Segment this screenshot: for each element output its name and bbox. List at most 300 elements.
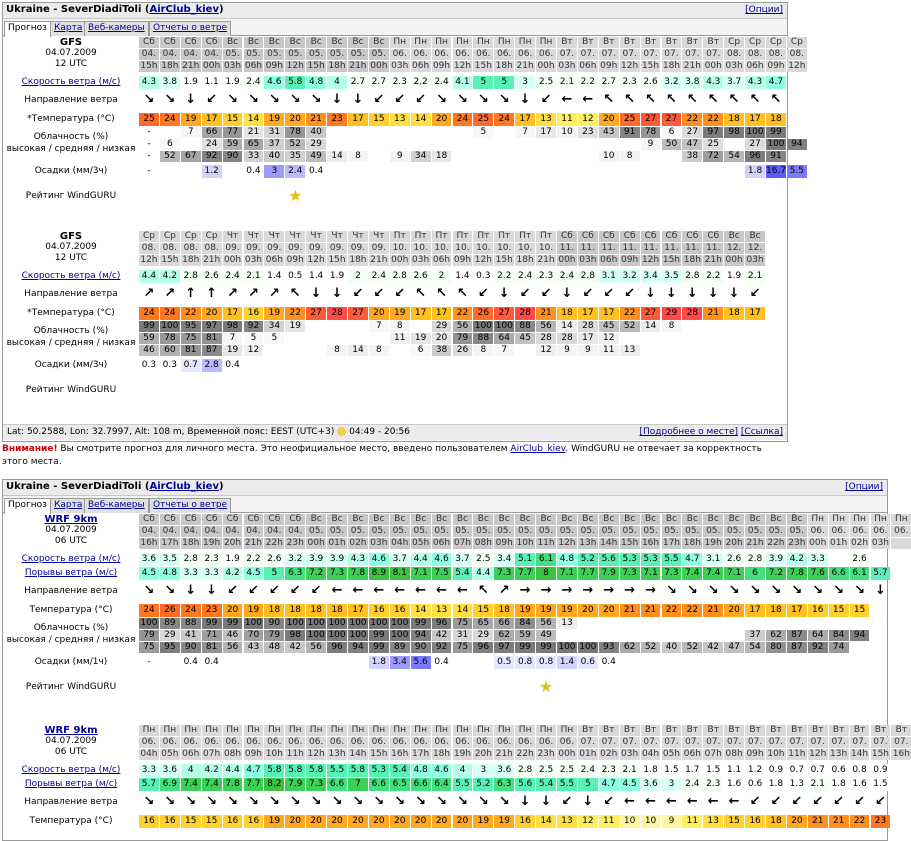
wind-arrow-icon: ← [331, 583, 343, 598]
wind-gust-cell: 6.6 [327, 778, 347, 791]
wind-speed-cell: 3.1 [599, 270, 619, 283]
cloud-low-cell [494, 151, 514, 162]
wind-direction-cell [181, 284, 201, 306]
options-link[interactable]: [Опции] [845, 482, 883, 492]
wind-arrow-icon: ↘ [791, 583, 803, 598]
day-cell: Чт [306, 231, 326, 242]
day-cell: Пн [181, 725, 201, 736]
precipitation-cell [223, 656, 243, 669]
tab-forecast[interactable]: Прогноз [4, 498, 51, 514]
temperature-cell: 20 [369, 307, 389, 320]
day-cell: Вт [557, 37, 577, 48]
warning-user-link[interactable]: AirClub_kiev [510, 444, 566, 454]
wind-speed-cell: 2.8 [578, 270, 598, 283]
temperature-cell: 17 [745, 113, 765, 126]
day-cell: Чт [244, 231, 264, 242]
cloud-low-cell: 96 [327, 642, 347, 653]
cloud-mid-cell [620, 630, 640, 641]
wind-direction-cell [515, 581, 535, 603]
spot-name: Ukraine - SeverDiadiToli [6, 481, 142, 492]
temperature-cell: 25 [473, 113, 493, 126]
temperature-cell: 20 [599, 604, 619, 617]
date-cell: 04. [244, 526, 264, 537]
wind-speed-cell: 4 [453, 764, 473, 777]
cloud-high-cell: 92 [244, 321, 264, 332]
user-link[interactable]: AirClub_kiev [149, 4, 219, 15]
temperature-cell: 22 [662, 604, 682, 617]
wind-direction-cell [536, 581, 556, 603]
wind-arrow-icon: ↓ [331, 92, 343, 107]
cloud-mid-cell: 70 [244, 630, 264, 641]
precipitation-cell [348, 656, 368, 669]
cloud-low-cell: 87 [202, 345, 222, 356]
hour-cell: 18h [432, 749, 451, 759]
hour-cell: 15h [621, 538, 639, 548]
wind-arrow-icon: ↘ [728, 583, 740, 598]
wind-speed-cell: 3.4 [641, 270, 661, 283]
date-cell: 06. [181, 737, 201, 748]
hour-cell: 06h [412, 61, 430, 71]
date-cell: 05. [745, 526, 765, 537]
precipitation-cell [724, 656, 744, 669]
temperature-cell: 14 [453, 604, 473, 617]
cloud-high-cell: 99 [223, 618, 243, 629]
cloud-low-cell: 54 [724, 151, 744, 162]
wind-arrow-icon: ↗ [498, 583, 510, 598]
date-cell: 08. [787, 49, 807, 60]
wind-arrow-icon: ↓ [540, 794, 552, 809]
wind-speed-cell: 5.5 [327, 764, 347, 777]
temperature-cell: 18 [724, 307, 744, 320]
wind-gust-cell: 6.1 [850, 567, 870, 580]
cloud-high-cell: 88 [515, 321, 535, 332]
wind-arrow-icon: ↓ [582, 794, 594, 809]
temperature-cell: 18 [494, 604, 514, 617]
wind-speed-cell: 3.8 [160, 76, 180, 89]
hour-cell: 09h [453, 255, 472, 265]
temperature-cell: 15 [223, 113, 243, 126]
cloud-low-cell [745, 345, 765, 356]
wind-direction-cell [578, 90, 598, 112]
cloud-mid-cell: 64 [494, 333, 514, 344]
hour-cell: 06h [265, 255, 283, 265]
wind-speed-cell: 2.4 [515, 270, 535, 283]
date-cell: 05. [682, 526, 702, 537]
temperature-cell: 21 [306, 113, 326, 126]
tab-webcams[interactable]: Веб-камеры [84, 498, 149, 513]
cloud-mid-cell [891, 630, 911, 641]
wind-arrow-icon: ↘ [812, 583, 824, 598]
wind-direction-cell [578, 581, 598, 603]
hour-cell: 06h [579, 61, 597, 71]
day-cell: Вс [682, 514, 702, 525]
cloud-high-cell [494, 127, 514, 138]
wind-arrow-icon: ← [456, 583, 468, 598]
wind-direction-cell [871, 581, 891, 603]
day-cell: Сб [181, 37, 201, 48]
wind-speed-cell: 3.8 [682, 76, 702, 89]
date-cell: 06. [348, 737, 368, 748]
temperature-cell: 22 [682, 604, 702, 617]
temperature-cell: 27 [348, 307, 368, 320]
day-cell: Пн [515, 725, 535, 736]
date-cell: 05. [306, 49, 326, 60]
wind-speed-label[interactable]: Скорость ветра (м/с) [21, 77, 121, 87]
date-cell: 09. [348, 243, 368, 254]
wind-speed-cell: 3.2 [620, 270, 640, 283]
wind-speed-cell: 4.3 [745, 76, 765, 89]
wind-arrow-icon: ↙ [812, 794, 824, 809]
cloud-high-cell [306, 321, 326, 332]
wind-gust-label[interactable]: Порывы ветра (м/с) [24, 568, 118, 578]
wind-speed-cell: 4.6 [369, 553, 389, 566]
day-cell: Вс [223, 37, 243, 48]
wind-speed-cell: 5.5 [662, 553, 682, 566]
cloud-low-cell: 95 [160, 642, 180, 653]
model-name[interactable]: WRF 9km [44, 725, 98, 736]
wind-speed-label[interactable]: Скорость ветра (м/с) [21, 765, 121, 775]
wind-direction-cell [432, 90, 452, 112]
precipitation-cell [181, 165, 201, 178]
date-cell: 04. [202, 526, 222, 537]
tab-webcams[interactable]: Веб-камеры [84, 21, 149, 36]
cloud-mid-cell [369, 139, 389, 150]
date-cell: 06. [202, 737, 222, 748]
wind-direction-cell [641, 581, 661, 603]
wind-speed-cell: 3.7 [453, 553, 473, 566]
date-cell: 05. [473, 526, 493, 537]
wind-direction-cell [202, 90, 222, 112]
location-info [7, 425, 410, 440]
hour-cell: 21h [704, 255, 722, 265]
wind-speed-cell: 2.8 [682, 270, 702, 283]
hour-cell: 19h [704, 538, 722, 548]
user-link[interactable]: AirClub_kiev [149, 481, 219, 492]
wind-gust-cell: 6.6 [369, 778, 389, 791]
wind-gust-cell: 7.7 [244, 778, 264, 791]
day-cell: Сб [139, 514, 159, 525]
wind-direction-cell [515, 792, 535, 814]
date-cell: 05. [348, 49, 368, 60]
temperature-cell: 22 [181, 307, 201, 320]
wind-speed-cell: 4.4 [411, 553, 431, 566]
tab-forecast[interactable]: Прогноз [4, 21, 51, 37]
wind-arrow-icon: ↙ [770, 794, 782, 809]
date-cell: 07. [787, 737, 807, 748]
day-cell: Сб [599, 231, 619, 242]
wind-gust-cell [891, 778, 911, 791]
wind-speed-cell: 1.9 [181, 76, 201, 89]
wind-arrow-icon: ↘ [310, 92, 322, 107]
wind-speed-cell: 2.6 [264, 553, 284, 566]
cloud-low-cell: 13 [620, 345, 640, 356]
precipitation-cell [306, 656, 326, 669]
wind-direction-cell [641, 284, 661, 306]
cloud-low-cell [390, 345, 410, 356]
day-cell: Сб [202, 514, 222, 525]
temperature-label: Температура (°C) [29, 816, 113, 826]
cloud-low-cell [682, 345, 702, 356]
day-cell: Вс [327, 514, 347, 525]
date-cell: 05. [369, 49, 389, 60]
cloud-mid-cell: 94 [850, 630, 870, 641]
cloud-mid-cell: 100 [349, 630, 367, 640]
cloud-high-cell [891, 618, 911, 629]
cloud-low-cell: 48 [264, 642, 284, 653]
date-cell: 07. [891, 737, 911, 748]
wind-speed-cell: 4.6 [432, 764, 452, 777]
hour-cell: 12h [788, 61, 806, 71]
day-cell: Вс [578, 514, 598, 525]
wind-speed-label[interactable]: Скорость ветра (м/с) [21, 554, 121, 564]
wind-arrow-icon: ↘ [310, 794, 322, 809]
wind-gust-cell: 7.9 [599, 567, 619, 580]
wind-gust-cell: 4.5 [620, 778, 640, 791]
hour-cell: 09h [265, 61, 283, 71]
date-cell: 05. [766, 526, 786, 537]
cloud-mid-cell: 50 [662, 139, 682, 150]
hour-cell: 18h [328, 61, 346, 71]
date-cell: 08. [745, 49, 765, 60]
hour-cell: 10h [265, 749, 283, 759]
wind-speed-cell: 2.2 [578, 76, 598, 89]
wind-arrow-icon: ↘ [749, 583, 761, 598]
cloud-cover-label: Облачность (%) [33, 326, 109, 336]
precipitation-cell [557, 165, 577, 178]
cloud-high-cell: 97 [202, 321, 222, 332]
temperature-cell: 28 [515, 307, 535, 320]
cloud-levels-label: высокая / средняя / низкая [6, 144, 136, 154]
cloud-mid-cell: 28 [557, 333, 577, 344]
spot-details-link[interactable]: [Подробнее о месте] [639, 427, 739, 437]
day-cell: Вс [432, 514, 452, 525]
wind-speed-cell: 2.7 [348, 76, 368, 89]
day-cell: Пн [494, 725, 514, 736]
cloud-mid-cell [703, 630, 723, 641]
model-name[interactable]: WRF 9km [44, 514, 98, 525]
precipitation-cell: 0.4 [432, 656, 452, 669]
precipitation-cell [244, 656, 264, 669]
wind-speed-cell: 3 [473, 764, 493, 777]
cloud-mid-cell [181, 139, 201, 150]
day-cell: Пн [139, 725, 159, 736]
wind-speed-cell: 5 [494, 76, 514, 89]
wind-gust-cell: 7.3 [306, 778, 326, 791]
temperature-cell: 17 [348, 113, 368, 126]
precipitation-label: Осадки (мм/1ч) [34, 657, 108, 667]
wind-speed-cell: 1.9 [223, 76, 243, 89]
precipitation-cell [808, 656, 828, 669]
wind-direction-cell [369, 581, 389, 603]
cloud-mid-cell [662, 630, 682, 641]
wind-gust-cell: 5.4 [453, 567, 473, 580]
date-cell: 06. [871, 526, 891, 537]
cloud-mid-cell: - [147, 139, 151, 149]
hour-cell: 03h [412, 255, 430, 265]
wind-direction-cell [745, 284, 765, 306]
wind-speed-cell [829, 553, 849, 566]
day-cell: Вт [682, 725, 702, 736]
wind-gust-cell: 1.6 [724, 778, 744, 791]
wind-gust-cell: 6.5 [390, 778, 410, 791]
wind-direction-cell [264, 90, 284, 112]
wind-arrow-icon: ← [352, 583, 364, 598]
date-cell: 05. [620, 526, 640, 537]
wind-gust-label[interactable]: Порывы ветра (м/с) [24, 779, 118, 789]
precipitation-cell [829, 656, 849, 669]
hour-cell: 12h [641, 255, 660, 265]
precipitation-cell [745, 656, 765, 669]
wind-arrow-icon: ↖ [456, 286, 468, 301]
date-cell: 06. [411, 49, 431, 60]
hour-cell: 22h [265, 538, 283, 548]
temperature-cell: 18 [766, 604, 786, 617]
cloud-mid-cell: 100 [767, 139, 785, 149]
cloud-high-cell: 14 [641, 321, 661, 332]
temperature-label: *Температура (°C) [27, 308, 115, 318]
date-cell: 06. [369, 737, 389, 748]
cloud-low-cell [891, 642, 911, 653]
wind-direction-cell [348, 792, 368, 814]
day-cell: Пн [808, 514, 828, 525]
day-cell: Сб [244, 514, 264, 525]
cloud-low-cell: 90 [411, 642, 431, 653]
forecast-panel-gfs [2, 2, 806, 442]
hour-cell: 05h [412, 538, 430, 548]
cloud-mid-cell [453, 139, 473, 150]
date-cell: 06. [891, 526, 911, 537]
wind-direction-cell [557, 581, 577, 603]
temperature-cell: 22 [703, 113, 723, 126]
wind-gust-cell: 4.7 [599, 778, 619, 791]
hour-cell: 09h [495, 538, 513, 548]
cloud-low-cell: 8 [348, 151, 368, 162]
cloud-low-cell: 87 [787, 642, 807, 653]
model-run: 06 UTC [54, 747, 88, 757]
wind-direction-cell [327, 284, 347, 306]
cloud-low-cell [515, 151, 535, 162]
day-cell: Пн [348, 725, 368, 736]
wind-arrow-icon: ↓ [561, 286, 573, 301]
permalink[interactable]: [Ссылка] [740, 427, 783, 437]
tab-wind-reports[interactable]: Отчеты о ветре [149, 498, 231, 513]
wind-gust-cell: 7.3 [327, 567, 347, 580]
temperature-cell: 18 [327, 604, 347, 617]
cloud-low-cell [557, 151, 577, 162]
date-cell: 09. [264, 243, 284, 254]
cloud-low-cell: 75 [139, 642, 159, 653]
tab-wind-reports[interactable]: Отчеты о ветре [149, 21, 231, 36]
wind-direction-cell [432, 792, 452, 814]
cloud-low-cell: 49 [306, 151, 326, 162]
cloud-high-cell [411, 321, 431, 332]
cloud-high-cell: 17 [536, 127, 556, 138]
wind-arrow-icon: ↘ [247, 92, 259, 107]
hour-cell: 21h [516, 61, 534, 71]
cloud-low-cell: 100 [558, 642, 576, 652]
wind-direction-cell [139, 284, 159, 306]
wind-direction-cell [264, 284, 284, 306]
model-date: 04.07.2009 [45, 525, 97, 535]
options-link[interactable]: [Опции] [745, 5, 783, 15]
cloud-high-cell: 99 [202, 618, 222, 629]
wind-direction-cell [264, 581, 284, 603]
hour-cell: 03h [621, 749, 639, 759]
date-cell: 06. [850, 526, 870, 537]
wind-speed-label[interactable]: Скорость ветра (м/с) [21, 271, 121, 281]
cloud-high-cell: 95 [181, 321, 201, 332]
cloud-mid-cell: 71 [202, 630, 222, 641]
precipitation-cell [473, 656, 493, 669]
day-cell: Ср [745, 37, 765, 48]
wind-direction-cell [557, 792, 577, 814]
wind-arrow-icon: ↓ [310, 286, 322, 301]
wind-gust-cell: 7.3 [662, 567, 682, 580]
wind-speed-cell: 2.3 [599, 764, 619, 777]
date-cell: 10. [432, 243, 452, 254]
date-cell: 04. [160, 49, 180, 60]
wind-speed-cell: 2.4 [578, 764, 598, 777]
wind-arrow-icon: ← [665, 794, 677, 809]
day-cell: Сб [264, 514, 284, 525]
wind-direction-cell [682, 284, 702, 306]
tab-map[interactable]: Карта [50, 21, 86, 36]
cloud-high-cell: 56 [536, 321, 556, 332]
temperature-cell: 19 [390, 307, 410, 320]
hour-cell: 00h [223, 255, 242, 265]
day-cell: Вс [453, 514, 473, 525]
wind-gust-cell: 4.4 [473, 567, 493, 580]
temperature-cell: 21 [829, 815, 849, 828]
wind-direction-cell [264, 792, 284, 814]
date-cell: 04. [223, 526, 243, 537]
wind-arrow-icon: ↓ [519, 92, 531, 107]
day-cell: Пн [369, 725, 389, 736]
wind-arrow-icon: ↓ [519, 794, 531, 809]
wind-arrow-icon: ↗ [164, 286, 176, 301]
wind-direction-cell [348, 284, 368, 306]
cloud-high-cell [682, 618, 702, 629]
cloud-low-cell [473, 151, 493, 162]
precipitation-cell: 0.3 [139, 359, 159, 372]
day-cell: Пн [327, 725, 347, 736]
precipitation-cell [390, 359, 410, 372]
wind-arrow-icon: ↘ [247, 794, 259, 809]
wind-arrow-icon: ↘ [415, 794, 427, 809]
date-cell: 04. [285, 526, 305, 537]
wind-speed-cell: 2.4 [369, 270, 389, 283]
date-cell: 05. [515, 526, 535, 537]
date-cell: 06. [139, 737, 159, 748]
tab-map[interactable]: Карта [50, 498, 86, 513]
day-cell: Пн [306, 725, 326, 736]
cloud-low-cell: 8 [473, 345, 493, 356]
cloud-low-cell: 96 [745, 151, 765, 162]
precipitation-cell [703, 656, 723, 669]
day-cell: Вс [369, 514, 389, 525]
wind-direction-cell [432, 284, 452, 306]
wind-arrow-icon: ↙ [394, 286, 406, 301]
date-cell: 05. [662, 526, 682, 537]
temperature-cell: 24 [139, 307, 159, 320]
precipitation-cell: 0.6 [578, 656, 598, 669]
wind-gust-cell: 5.7 [871, 567, 891, 580]
hour-cell: 00h [809, 538, 827, 548]
date-cell: 06. [515, 737, 535, 748]
wind-gust-cell: 7.1 [557, 567, 577, 580]
hour-cell: 12h [621, 61, 639, 71]
wind-arrow-icon: ← [394, 583, 406, 598]
